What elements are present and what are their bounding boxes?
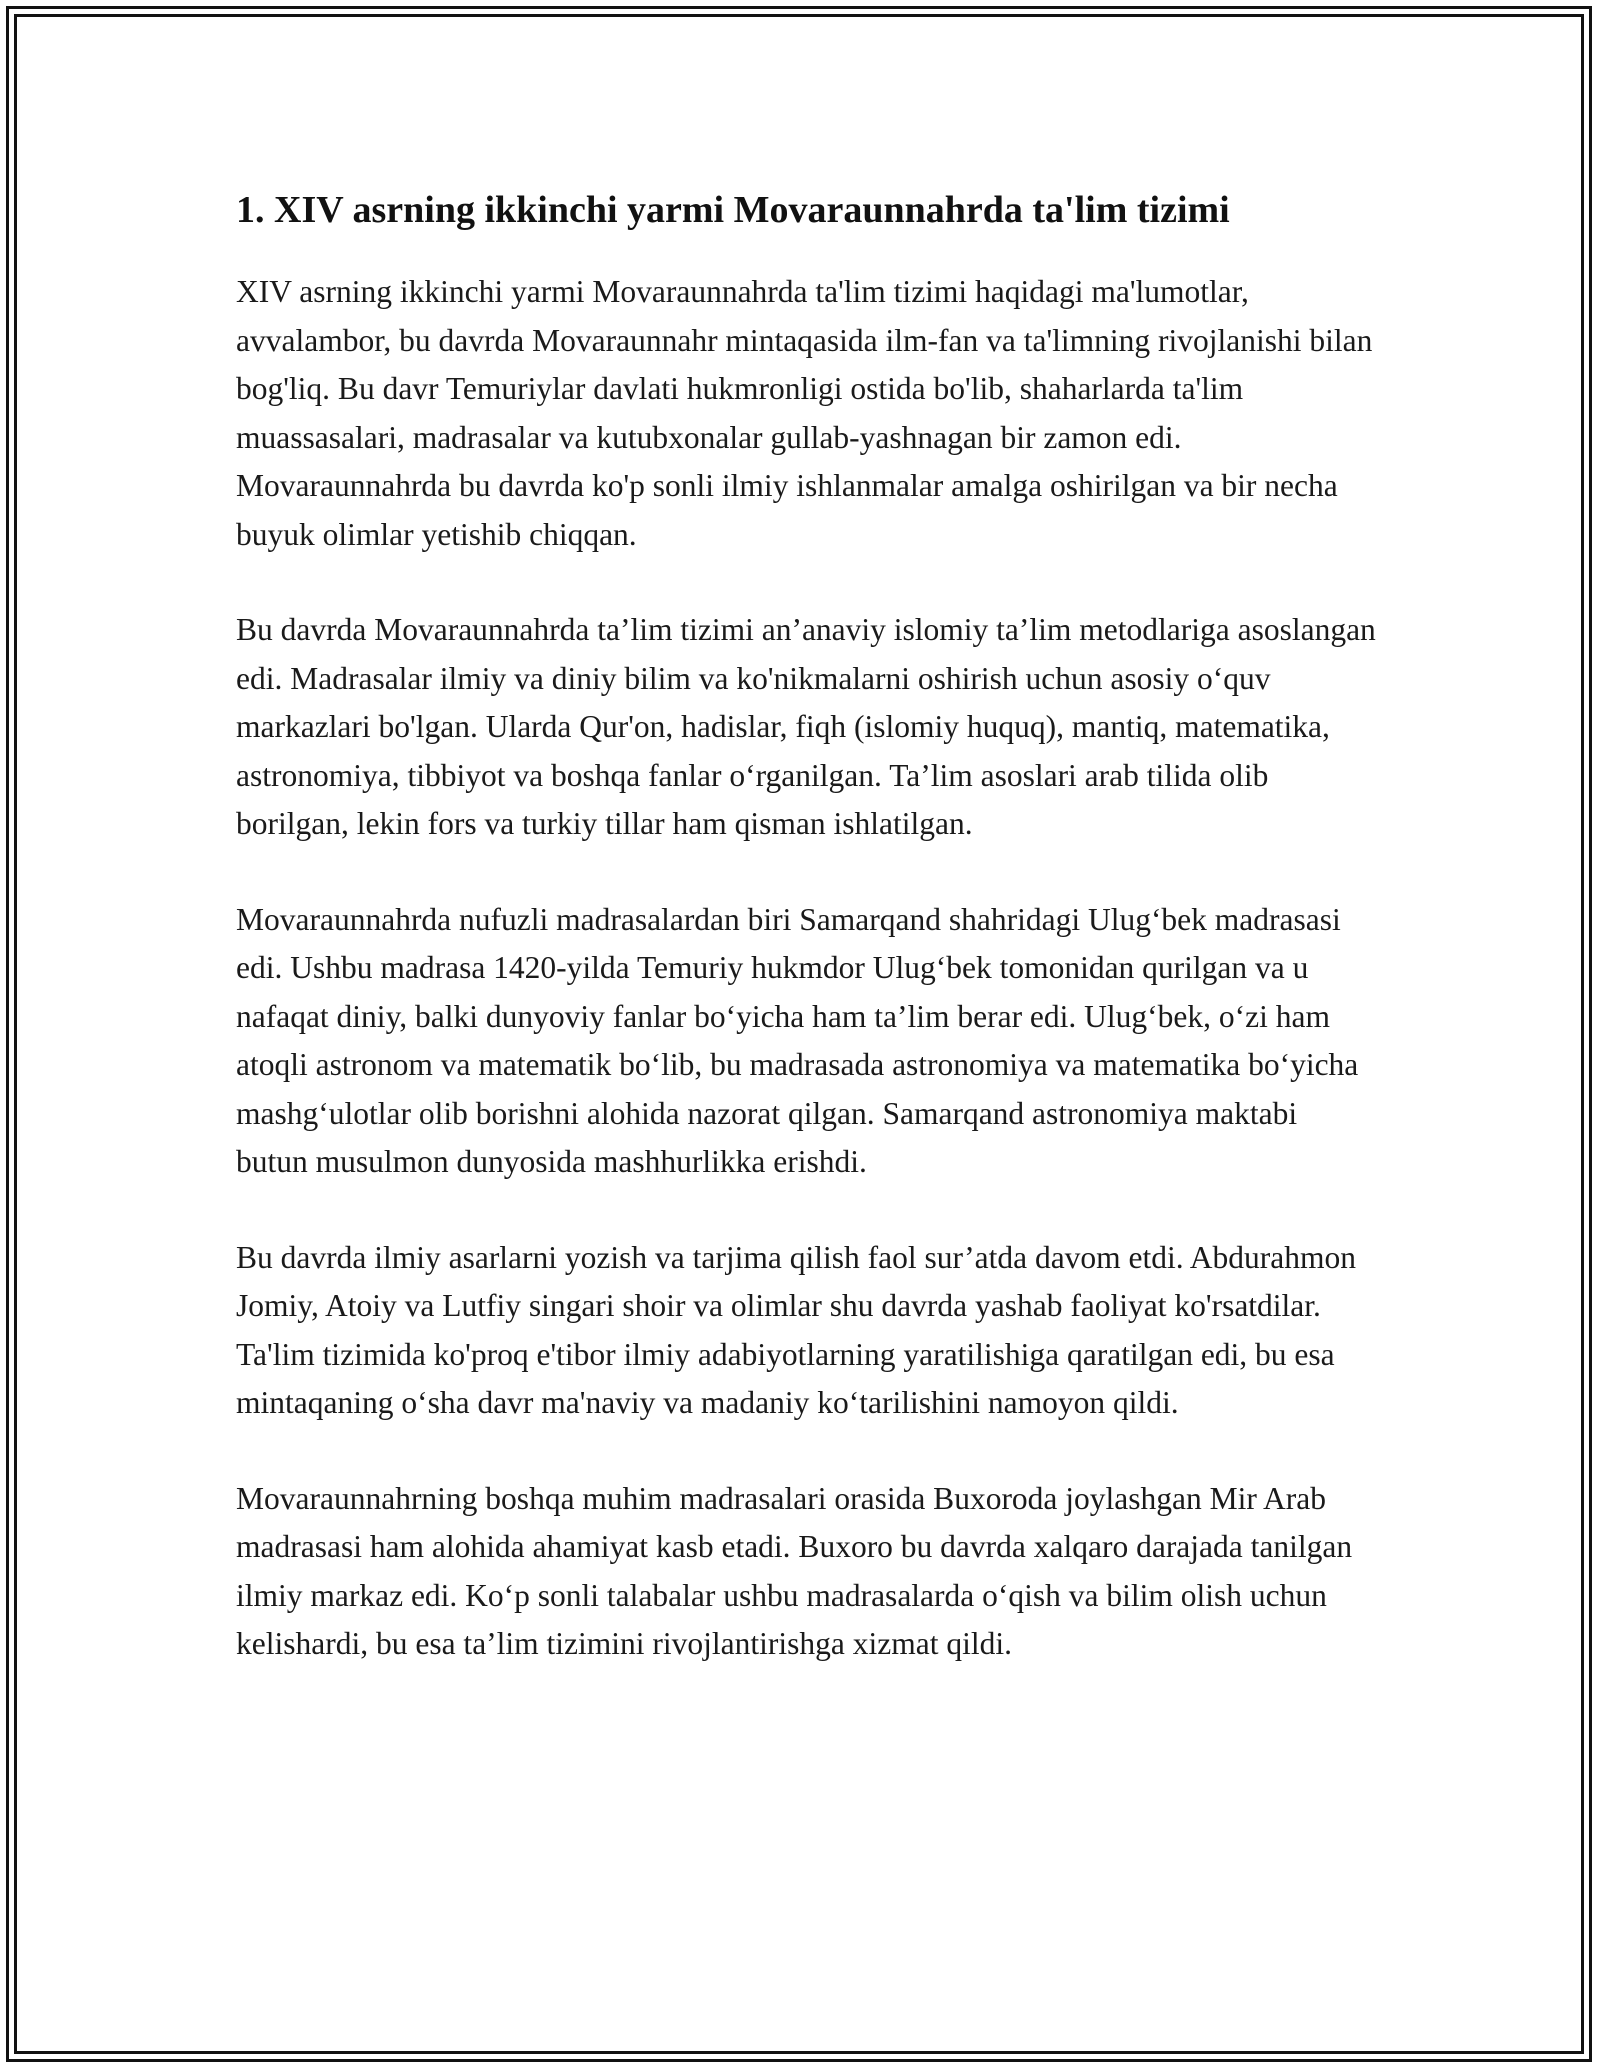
- section-title: 1. XIV asrning ikkinchi yarmi Movaraunnahrda ta'lim tizimi: [236, 189, 1230, 231]
- paragraph-1: XIV asrning ikkinchi yarmi Movaraunnahrda ta'lim tizimi haqidagi ma'lumotlar, avvalambor, bu davrda Movaraunnahr mintaqasida ilm-fan va ta'limning rivojlanishi bilan bog'liq. Bu davr Temuriylar davlati hukmronligi ostida bo'lib, shaharlarda ta'lim muassasalari, madrasalar va kutubxonalar gullab-yashnagan bir zamon edi. Movaraunnahrda bu davrda ko'p sonli ilmiy ishlanmalar amalga oshirilgan va bir necha buyuk olimlar yetishib chiqqan.: [236, 274, 1373, 552]
- paragraph-3: Movaraunnahrda nufuzli madrasalardan biri Samarqand shahridagi Ulug‘bek madrasasi edi. Ushbu madrasa 1420-yilda Temuriy hukmdor Ulug‘bek tomonidan qurilgan va u nafaqat diniy, balki dunyoviy fanlar bo‘yicha ham ta’lim berar edi. Ulug‘bek, o‘zi ham atoqli astronom va matematik bo‘lib, bu madrasada astronomiya va matematika bo‘yicha mashg‘ulotlar olib borishni alohida nazorat qilgan. Samarqand astronomiya maktabi butun musulmon dunyosida mashhurlikka erishdi.: [236, 901, 1359, 1179]
- document-body: [236, 186, 1376, 1716]
- paragraph-2: Bu davrda Movaraunnahrda ta’lim tizimi an’anaviy islomiy ta’lim metodlariga asoslangan edi. Madrasalar ilmiy va diniy bilim va ko'nikmalarni oshirish uchun asosiy o‘quv markazlari bo'lgan. Ularda Qur'on, hadislar, fiqh (islomiy huquq), mantiq, matematika, astronomiya, tibbiyot va boshqa fanlar o‘rganilgan. Ta’lim asoslari arab tilida olib borilgan, lekin fors va turkiy tillar ham qisman ishlatilgan.: [236, 612, 1376, 841]
- paragraph-5: Movaraunnahrning boshqa muhim madrasalari orasida Buxoroda joylashgan Mir Arab madrasasi ham alohida ahamiyat kasb etadi. Buxoro bu davrda xalqaro darajada tanilgan ilmiy markaz edi. Ko‘p sonli talabalar ushbu madrasalarda o‘qish va bilim olish uchun kelishardi, bu esa ta’lim tizimini rivojlantirishga xizmat qildi.: [236, 1480, 1353, 1661]
- paragraph-4: Bu davrda ilmiy asarlarni yozish va tarjima qilish faol sur’atda davom etdi. Abdurahmon Jomiy, Atoiy va Lutfiy singari shoir va olimlar shu davrda yashab faoliyat ko'rsatdilar. Ta'lim tizimida ko'proq e'tibor ilmiy adabiyotlarning yaratilishiga qaratilgan edi, bu esa mintaqaning o‘sha davr ma'naviy va madaniy ko‘tarilishini namoyon qildi.: [236, 1239, 1357, 1420]
